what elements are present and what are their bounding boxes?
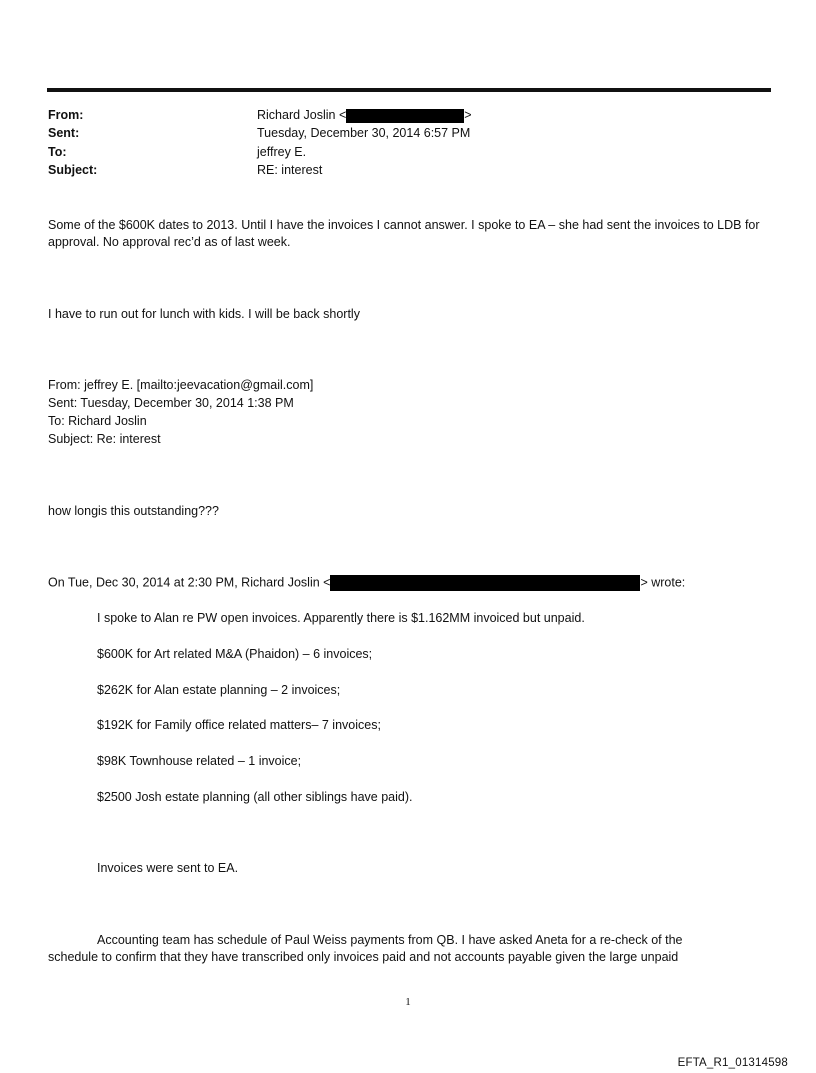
redaction-bar <box>330 575 640 591</box>
quoted-line-2: $600K for Art related M&A (Phaidon) – 6 invoices; <box>97 647 373 661</box>
to-value: jeffrey E. <box>257 145 307 159</box>
sent-label: Sent: <box>48 126 80 140</box>
fwd-message: how longis this outstanding??? <box>48 504 219 518</box>
redaction-bar <box>346 109 464 123</box>
header-rule <box>47 88 771 92</box>
subject-label: Subject: <box>48 163 98 177</box>
fwd-from: From: jeffrey E. [mailto:jeevacation@gmail.com] <box>48 378 314 392</box>
quoted-line-6: $2500 Josh estate planning (all other siblings have paid). <box>97 790 413 804</box>
body-paragraph-1: Some of the $600K dates to 2013. Until I have the invoices I cannot answer. I spoke to EA – she had sent the invoices to LDB for approval. No approval rec’d as of last week. <box>48 218 760 249</box>
quoted-line-4: $192K for Family office related matters– 7 invoices; <box>97 718 381 732</box>
fwd-subject: Subject: Re: interest <box>48 432 161 446</box>
sent-value: Tuesday, December 30, 2014 6:57 PM <box>257 126 471 140</box>
quoted-intro <box>48 575 685 591</box>
quoted-paragraph-start: Accounting team has schedule of Paul Weiss payments from QB. I have asked Aneta for a re-check of the <box>97 933 683 947</box>
quoted-line-3: $262K for Alan estate planning – 2 invoices; <box>97 683 341 697</box>
quoted-intro-suffix: > wrote: <box>640 575 686 590</box>
document-id: EFTA_R1_01314598 <box>677 1057 788 1069</box>
quoted-paragraph-cont: schedule to confirm that they have transcribed only invoices paid and not accounts payable given the large unpaid <box>48 950 679 964</box>
quoted-intro-prefix: On Tue, Dec 30, 2014 at 2:30 PM, Richard Joslin < <box>48 575 331 590</box>
page-number: 1 <box>405 996 411 1008</box>
quoted-line-5: $98K Townhouse related – 1 invoice; <box>97 754 302 768</box>
from-close: > <box>464 108 472 122</box>
body-paragraph-2: I have to run out for lunch with kids. I will be back shortly <box>48 307 360 321</box>
fwd-sent: Sent: Tuesday, December 30, 2014 1:38 PM <box>48 396 294 410</box>
to-label: To: <box>48 145 67 159</box>
from-name: Richard Joslin < <box>257 108 347 122</box>
fwd-to: To: Richard Joslin <box>48 414 147 428</box>
subject-value: RE: interest <box>257 163 323 177</box>
quoted-line-7: Invoices were sent to EA. <box>97 861 239 875</box>
from-label: From: <box>48 108 84 122</box>
from-value <box>257 108 472 123</box>
quoted-line-1: I spoke to Alan re PW open invoices. Apparently there is $1.162MM invoiced but unpaid. <box>97 611 585 625</box>
